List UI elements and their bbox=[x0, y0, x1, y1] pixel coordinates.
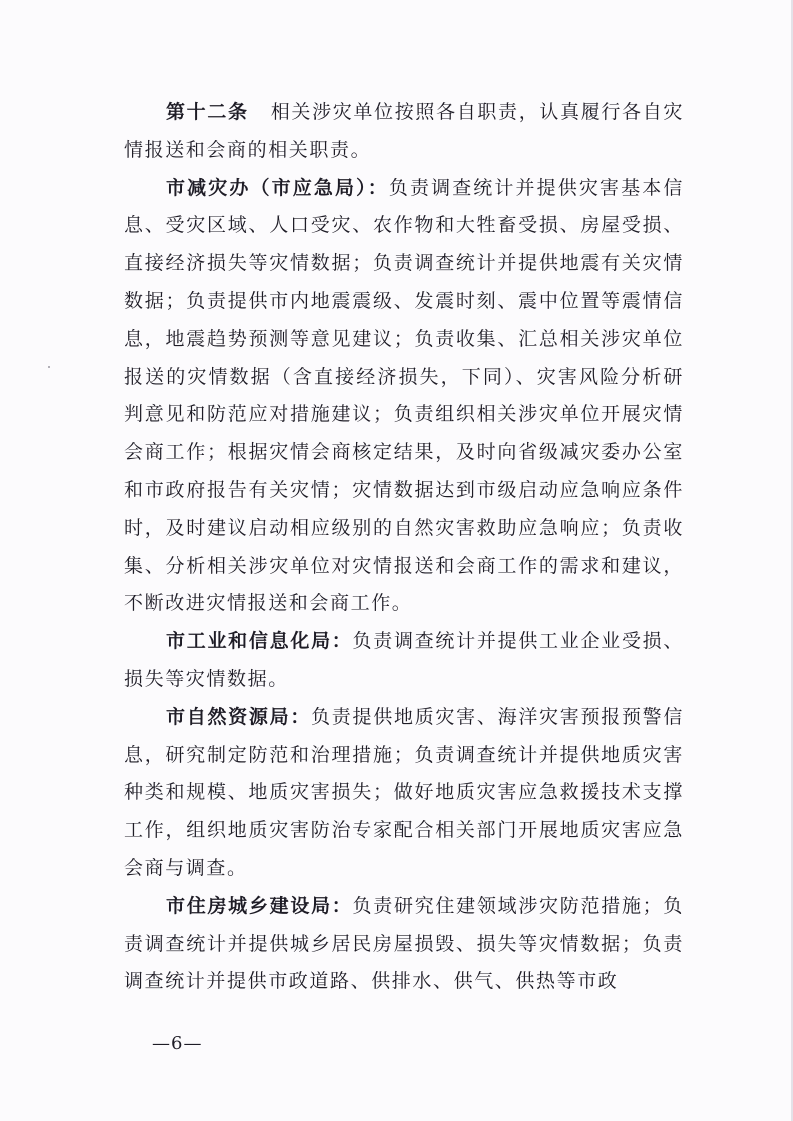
paragraph-natural-resources-bureau bbox=[124, 699, 684, 888]
paragraph-text: 负责调查统计并提供灾害基本信息、受灾区域、人口受灾、农作物和大牲畜受损、房屋受损、直接经济损失等灾情数据；负责调查统计并提供地震有关灾情数据；负责提供市内地震震级、发震时刻、震中位置等震情信息，地震趋势预测等意见建议；负责收集、汇总相关涉灾单位报送的灾情数据（含直接经济损失，下同）、灾害风险分析研判意见和防范应对措施建议；负责组织相关涉灾单位开展灾情会商工作；根据灾情会商核定结果，及时向省级减灾委办公室和市政府报告有关灾情；灾情数据达到市级启动应急响应条件时，及时建议启动相应级别的自然灾害救助应急响应；负责收集、分析相关涉灾单位对灾情报送和会商工作的需求和建议，不断改进灾情报送和会商工作。 bbox=[124, 176, 684, 615]
paragraph-heading: 市自然资源局： bbox=[166, 705, 312, 728]
page-number: —6— bbox=[152, 1033, 203, 1054]
document-body bbox=[124, 94, 684, 1001]
paragraph-text: 负责研究住建领域涉灾防范措施；负责调查统计并提供城乡居民房屋损毁、损失等灾情数据；负责调查统计并提供市政道路、供排水、供气、供热等市政 bbox=[124, 894, 684, 993]
scan-speck bbox=[48, 366, 50, 368]
paragraph-text: 负责提供地质灾害、海洋灾害预报预警信息，研究制定防范和治理措施；负责调查统计并提供地质灾害种类和规模、地质灾害损失；做好地质灾害应急救援技术支撑工作，组织地质灾害防治专家配合相关部门开展地质灾害应急会商与调查。 bbox=[124, 705, 684, 879]
article-paragraph bbox=[124, 94, 684, 170]
paragraph-heading: 市住房城乡建设局： bbox=[166, 894, 353, 917]
paragraph-industry-bureau bbox=[124, 623, 684, 699]
paragraph-text: 负责调查统计并提供工业企业受损、损失等灾情数据。 bbox=[124, 630, 684, 690]
paragraph-emergency-bureau bbox=[124, 170, 684, 624]
article-text: 相关涉灾单位按照各自职责，认真履行各自灾情报送和会商的相关职责。 bbox=[124, 101, 684, 161]
paragraph-heading: 市减灾办（市应急局）： bbox=[166, 176, 389, 199]
paragraph-housing-bureau bbox=[124, 888, 684, 1001]
paragraph-heading: 市工业和信息化局： bbox=[166, 630, 353, 653]
article-heading: 第十二条 bbox=[166, 101, 249, 123]
